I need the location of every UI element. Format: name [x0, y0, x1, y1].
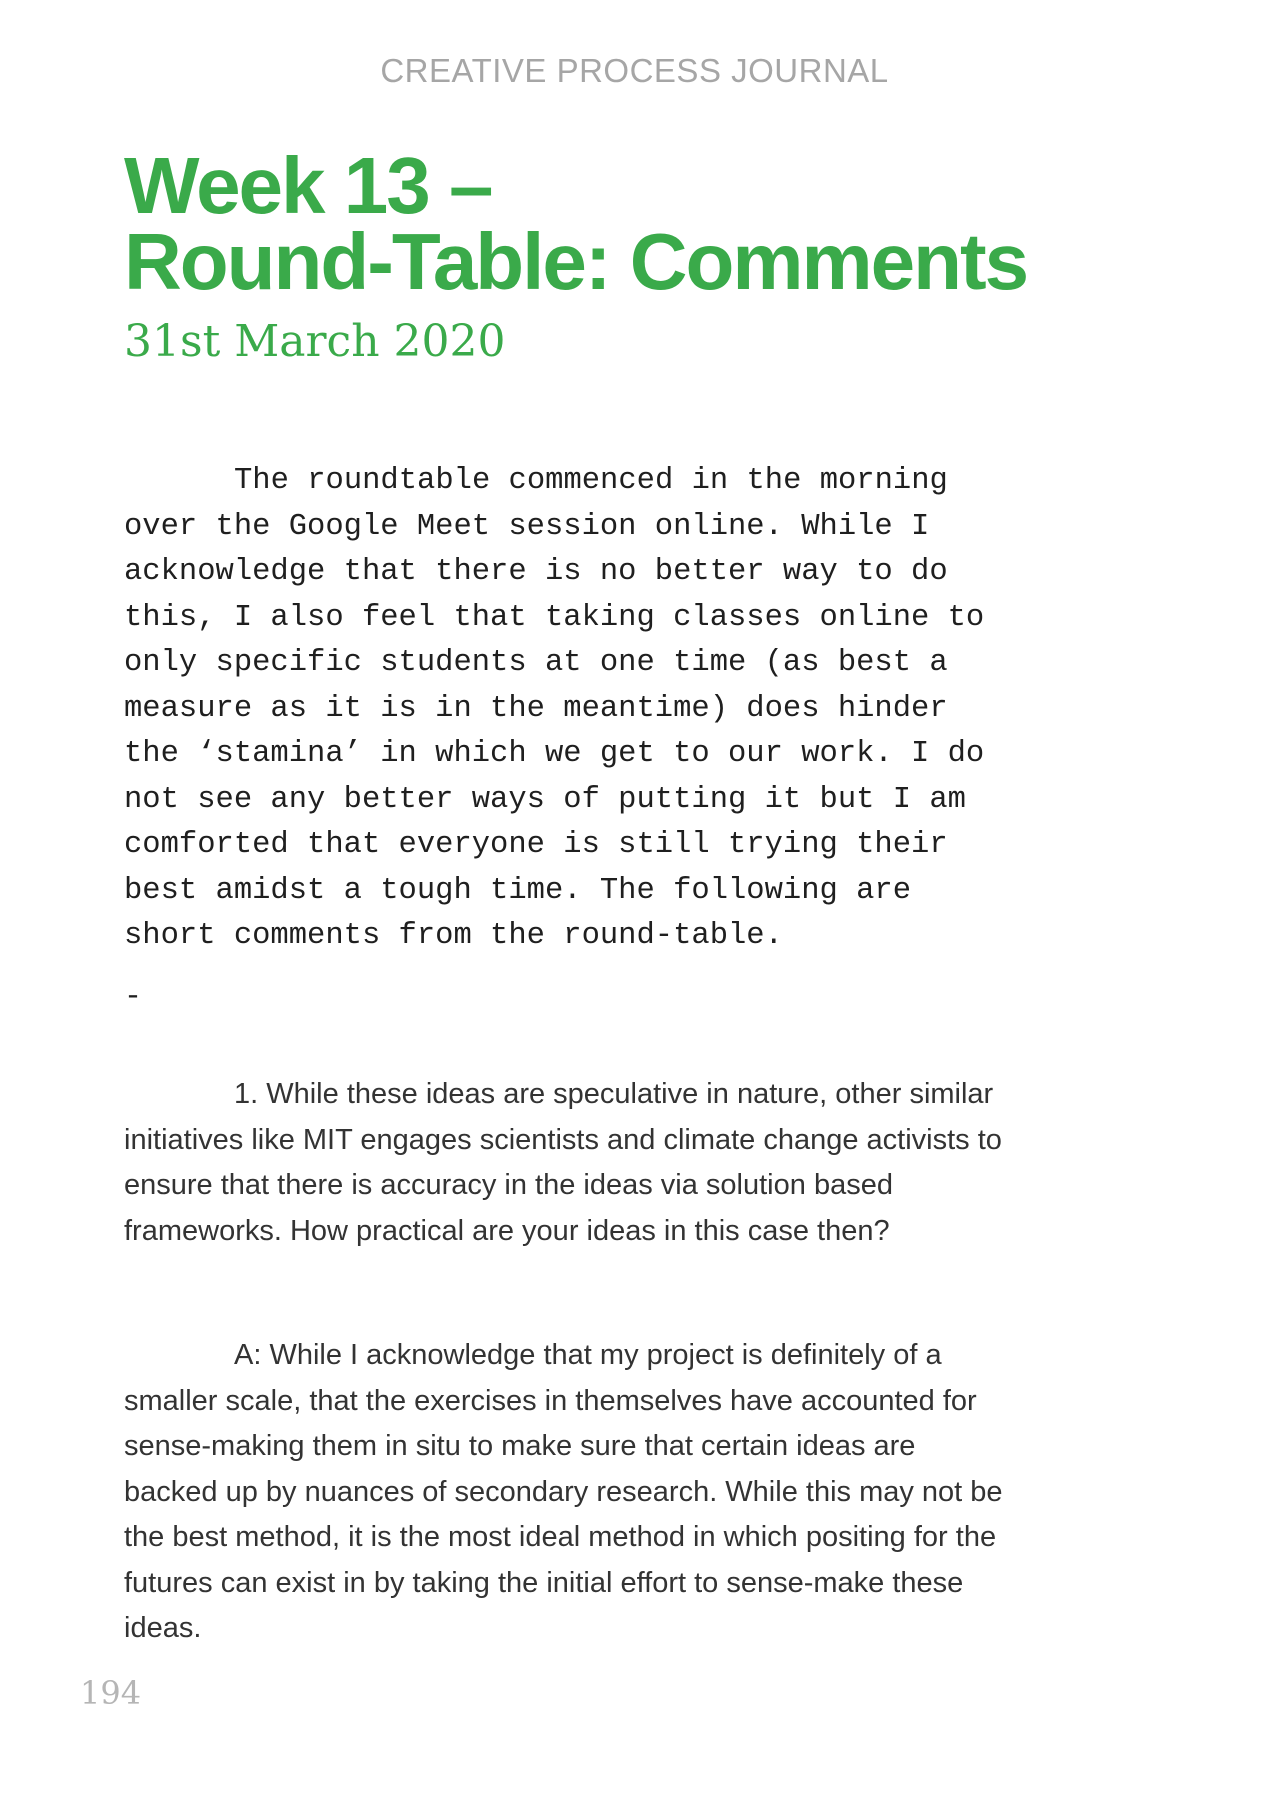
- page-title: [124, 141, 1028, 306]
- intro-paragraph: The roundtable commenced in the morning over the Google Meet session online. While I acknowledge that there is no better way to do this, I also feel that taking classes online to only specific students at one time (as best a measure as it is in the meantime) does hinder the ‘stamina’ in which we get to our work. I do not see any better ways of putting it but I am comforted that everyone is still trying their best amidst a tough time. The following are short comments from the round-table.: [124, 464, 985, 953]
- section-separator: -: [124, 980, 143, 1014]
- answer-paragraph: A: While I acknowledge that my project is definitely of a smaller scale, that the exercises in themselves have accounted for sense-making them in situ to make sure that certain ideas are backed up by nuances of secondary research. While this may not be the best method, it is the most ideal method in which positing for the futures can exist in by taking the initial effort to sense-make these ideas.: [124, 1339, 1003, 1644]
- running-header: CREATIVE PROCESS JOURNAL: [380, 52, 889, 89]
- page-title-line-1: Week 13 –: [124, 141, 492, 230]
- page-title-line-2: Round-Table: Comments: [124, 217, 1028, 306]
- page-number: 194: [80, 1674, 142, 1712]
- entry-date: 31st March 2020: [124, 316, 506, 367]
- question-paragraph: 1. While these ideas are speculative in nature, other similar initiatives like MIT engages scientists and climate change activists to ensure that there is accuracy in the ideas via solution based frameworks. How practical are your ideas in this case then?: [124, 1078, 1002, 1247]
